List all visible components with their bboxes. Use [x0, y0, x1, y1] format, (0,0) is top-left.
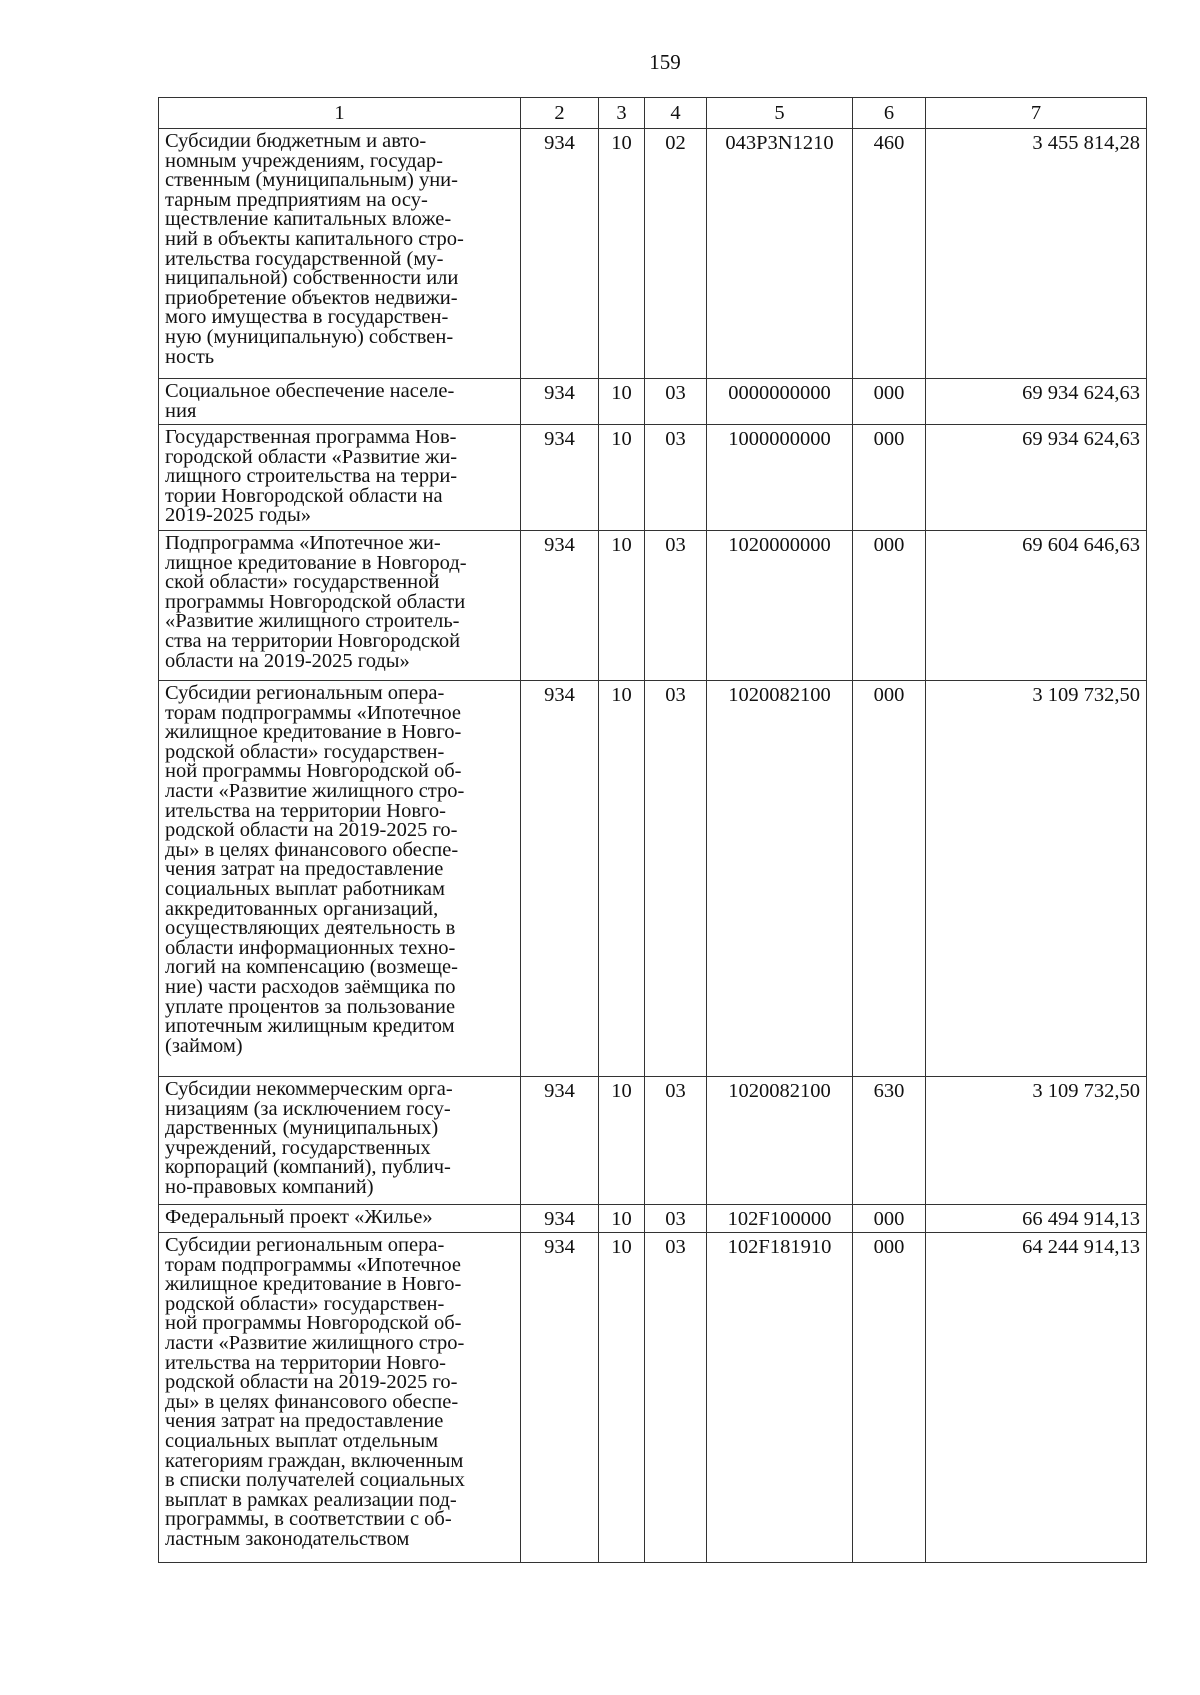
cell-subsection: 03: [645, 1205, 707, 1233]
table-row: [159, 379, 1147, 425]
row-name: Субсидии некоммерческим орга- низациям (за исключением госу- дарственных (муниципальных) учреждений, государственных корпораций (компаний), публич- но-правовых компаний): [159, 1077, 521, 1205]
cell-subsection: 03: [645, 681, 707, 1077]
cell-subsection: 03: [645, 531, 707, 681]
table-row: [159, 425, 1147, 531]
cell-amount: 66 494 914,13: [926, 1205, 1147, 1233]
cell-expense-type: 000: [853, 1233, 926, 1563]
column-header: 5: [707, 98, 853, 129]
cell-section: 10: [599, 129, 645, 379]
budget-table: [158, 97, 1147, 1563]
cell-amount: 3 109 732,50: [926, 681, 1147, 1077]
cell-admin-code: 934: [521, 1233, 599, 1563]
cell-section: 10: [599, 1077, 645, 1205]
row-name: Субсидии региональным опера- торам подпрограммы «Ипотечное жилищное кредитование в Новго- родской области» государствен- ной программы Новгородской об- ласти «Развитие жилищного стро- ительства на территории Новго- родской области на 2019-2025 го- ды» в целях финансового обеспе- чения затрат на предоставление социальных выплат работникам аккредитованных организаций, осуществляющих деятельность в области информационных техно- логий на компенсацию (возмеще- ние) части расходов заёмщика по уплате процентов за пользование ипотечным жилищным кредитом (займом): [159, 681, 521, 1077]
cell-expense-type: 000: [853, 531, 926, 681]
cell-subsection: 03: [645, 379, 707, 425]
cell-expense-type: 000: [853, 681, 926, 1077]
cell-section: 10: [599, 1233, 645, 1563]
column-header: 6: [853, 98, 926, 129]
cell-target-article: 1020082100: [707, 681, 853, 1077]
cell-amount: 64 244 914,13: [926, 1233, 1147, 1563]
cell-target-article: 102F100000: [707, 1205, 853, 1233]
column-header: 7: [926, 98, 1147, 129]
cell-admin-code: 934: [521, 531, 599, 681]
cell-section: 10: [599, 681, 645, 1077]
table-header-row: [159, 98, 1147, 129]
cell-target-article: 1020082100: [707, 1077, 853, 1205]
cell-subsection: 03: [645, 1077, 707, 1205]
cell-admin-code: 934: [521, 379, 599, 425]
table-row: [159, 1233, 1147, 1563]
column-header: 4: [645, 98, 707, 129]
cell-expense-type: 000: [853, 425, 926, 531]
cell-target-article: 0000000000: [707, 379, 853, 425]
cell-admin-code: 934: [521, 425, 599, 531]
cell-subsection: 02: [645, 129, 707, 379]
cell-target-article: 102F181910: [707, 1233, 853, 1563]
row-name: Социальное обеспечение населе- ния: [159, 379, 521, 425]
cell-expense-type: 000: [853, 1205, 926, 1233]
table-row: [159, 531, 1147, 681]
cell-target-article: 043P3N1210: [707, 129, 853, 379]
page-number: 159: [649, 50, 681, 74]
cell-target-article: 1020000000: [707, 531, 853, 681]
column-header: 3: [599, 98, 645, 129]
column-header: 2: [521, 98, 599, 129]
table-row: [159, 681, 1147, 1077]
cell-target-article: 1000000000: [707, 425, 853, 531]
column-header: 1: [159, 98, 521, 129]
cell-admin-code: 934: [521, 1205, 599, 1233]
cell-admin-code: 934: [521, 681, 599, 1077]
cell-section: 10: [599, 1205, 645, 1233]
cell-expense-type: 630: [853, 1077, 926, 1205]
table-row: [159, 129, 1147, 379]
cell-subsection: 03: [645, 425, 707, 531]
table-row: [159, 1205, 1147, 1233]
cell-admin-code: 934: [521, 129, 599, 379]
row-name: Подпрограмма «Ипотечное жи- лищное кредитование в Новгород- ской области» государственной программы Новгородской области «Развитие жилищного строитель- ства на территории Новгородской области на 2019-2025 годы»: [159, 531, 521, 681]
cell-section: 10: [599, 531, 645, 681]
row-name: Субсидии бюджетным и авто- номным учреждениям, государ- ственным (муниципальным) уни- тарным предприятиям на осу- ществление капитальных вложе- ний в объекты капитального стро- ительства государственной (му- ниципальной) собственности или приобретение объектов недвижи- мого имущества в государствен- ную (муниципальную) собствен- ность: [159, 129, 521, 379]
table-row: [159, 1077, 1147, 1205]
cell-amount: 3 455 814,28: [926, 129, 1147, 379]
cell-section: 10: [599, 425, 645, 531]
cell-expense-type: 460: [853, 129, 926, 379]
row-name: Государственная программа Нов- городской области «Развитие жи- лищного строительства на терри- тории Новгородской области на 2019-2025 годы»: [159, 425, 521, 531]
cell-section: 10: [599, 379, 645, 425]
row-name: Субсидии региональным опера- торам подпрограммы «Ипотечное жилищное кредитование в Новго- родской области» государствен- ной программы Новгородской об- ласти «Развитие жилищного стро- ительства на территории Новго- родской области на 2019-2025 го- ды» в целях финансового обеспе- чения затрат на предоставление социальных выплат отдельным категориям граждан, включенным в списки получателей социальных выплат в рамках реализации под- программы, в соответствии с об- ластным законодательством: [159, 1233, 521, 1563]
cell-amount: 69 934 624,63: [926, 379, 1147, 425]
cell-admin-code: 934: [521, 1077, 599, 1205]
cell-expense-type: 000: [853, 379, 926, 425]
cell-amount: 69 934 624,63: [926, 425, 1147, 531]
cell-amount: 3 109 732,50: [926, 1077, 1147, 1205]
cell-amount: 69 604 646,63: [926, 531, 1147, 681]
row-name: Федеральный проект «Жилье»: [159, 1205, 521, 1233]
cell-subsection: 03: [645, 1233, 707, 1563]
